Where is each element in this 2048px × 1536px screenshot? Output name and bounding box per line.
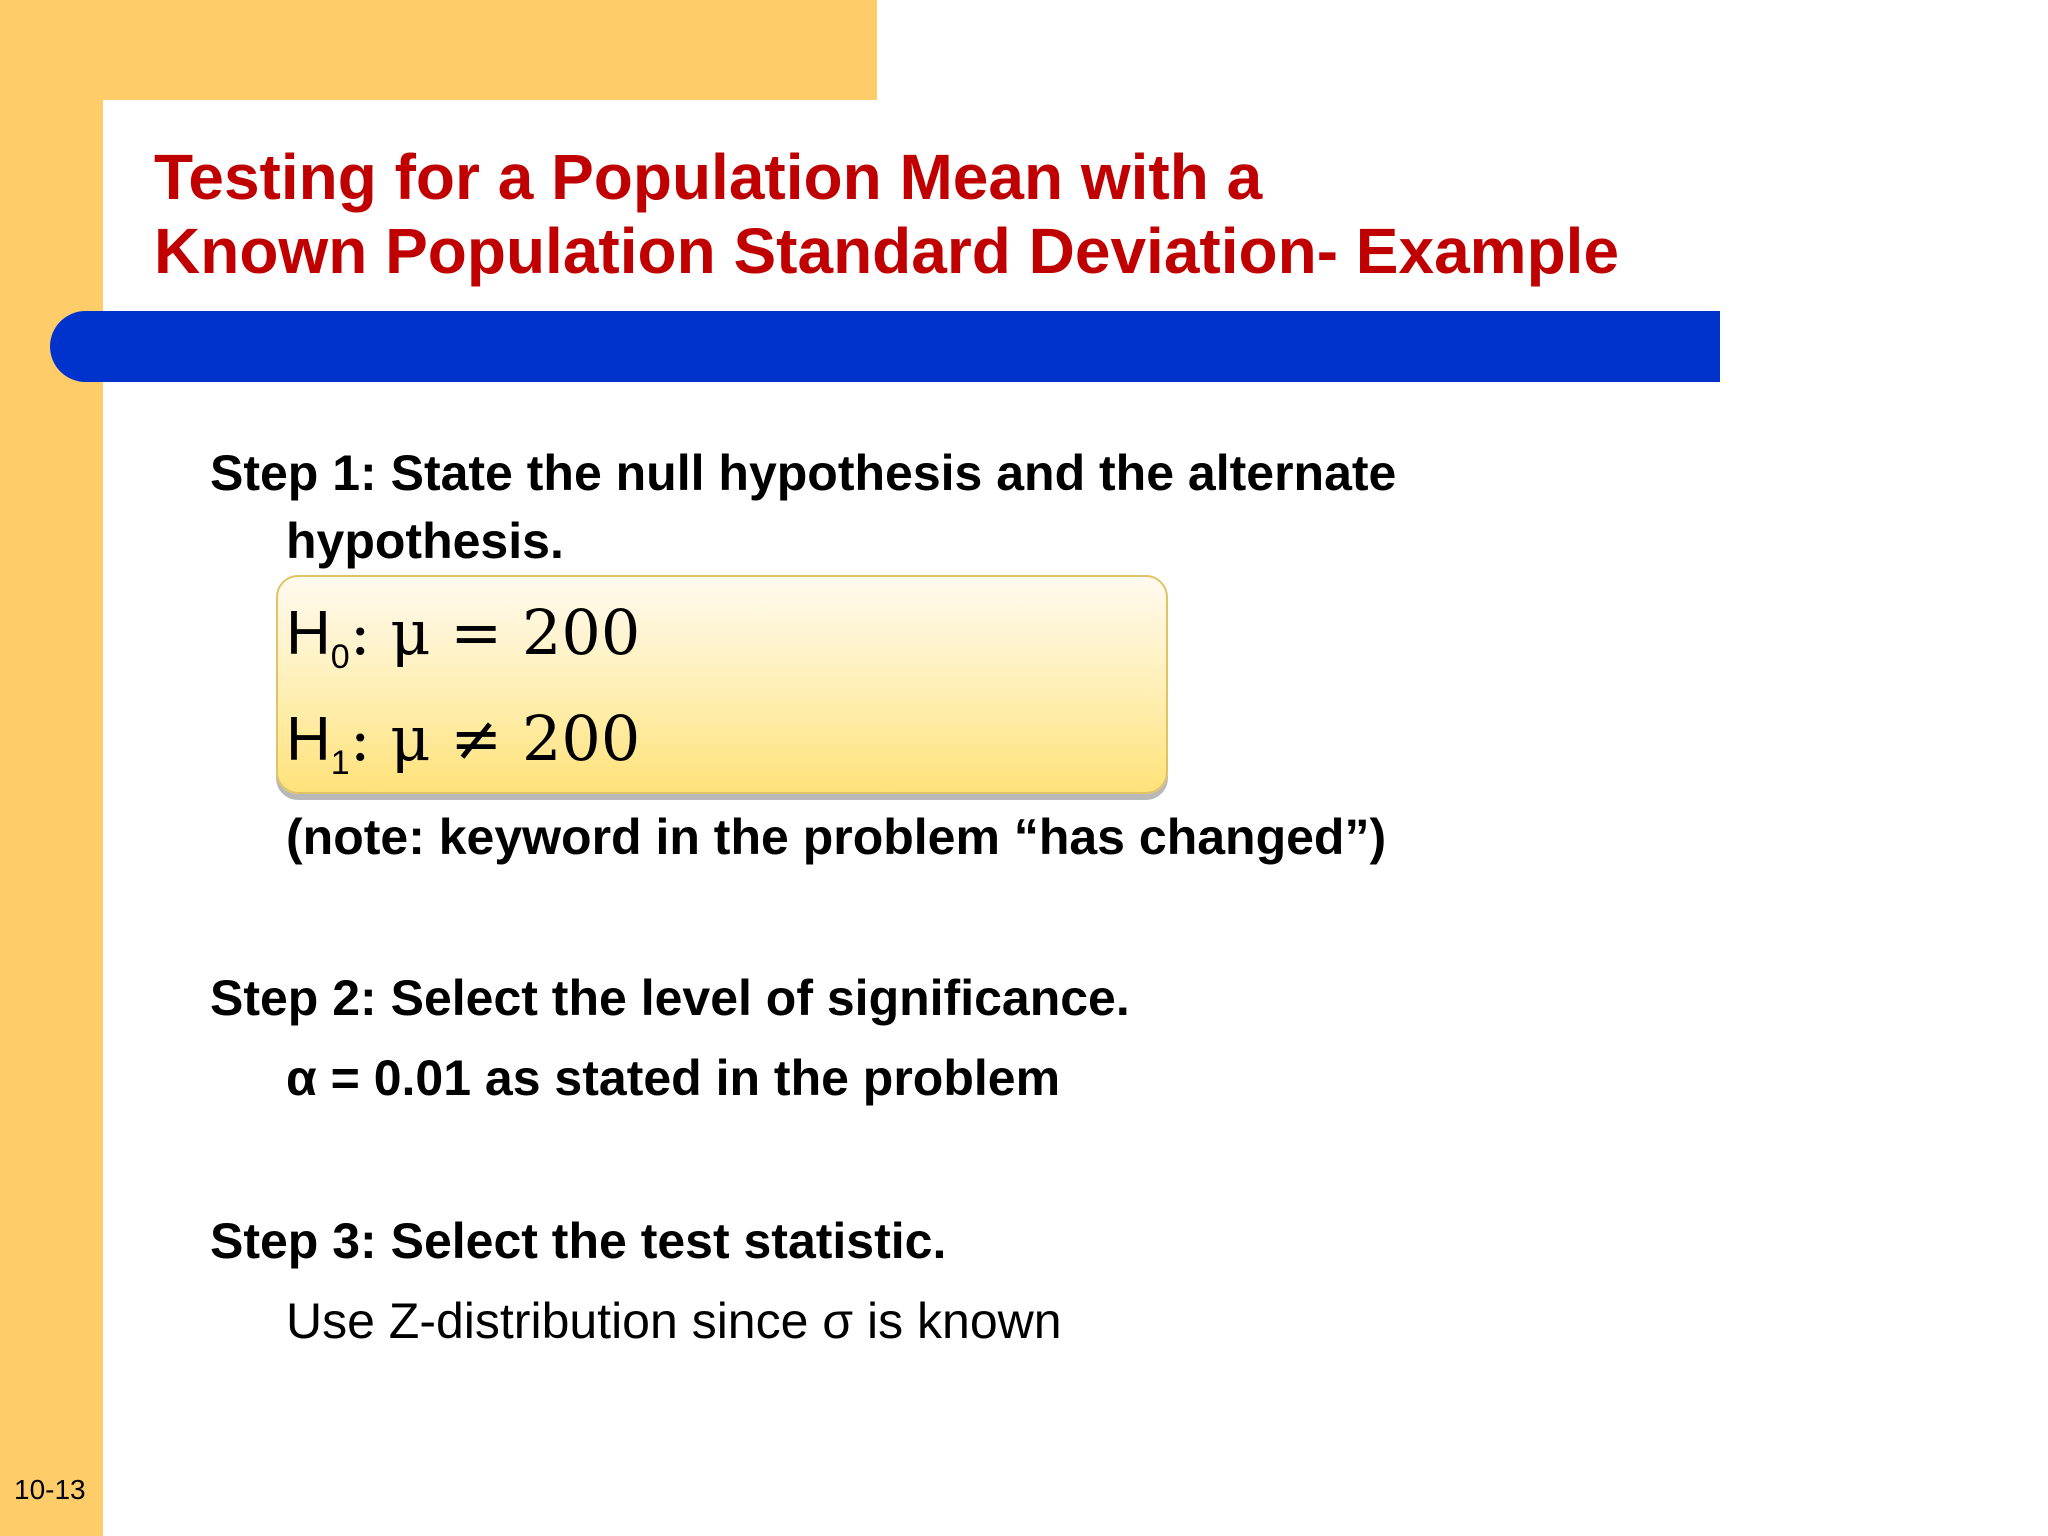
left-accent-band (0, 0, 103, 1536)
alternate-hypothesis (286, 702, 640, 783)
slide-title-line-1: Testing for a Population Mean with a (154, 141, 1263, 213)
slide-title (154, 140, 1774, 288)
step2-detail: α = 0.01 as stated in the problem (286, 1050, 1061, 1106)
step1-note: (note: keyword in the problem “has changed”) (286, 809, 1387, 865)
step3-heading: Step 3: Select the test statistic. (210, 1213, 947, 1269)
alternate-hypothesis-subscript: 1 (330, 744, 350, 782)
step3-detail: Use Z-distribution since σ is known (286, 1293, 1062, 1349)
slide-title-line-2: Known Population Standard Deviation- Example (154, 215, 1620, 287)
null-hypothesis (286, 596, 640, 677)
step1-heading-continued: hypothesis. (286, 513, 564, 569)
alternate-hypothesis-symbol: H (286, 705, 331, 774)
title-divider-bar (50, 311, 1720, 382)
alternate-hypothesis-statement: : μ ≠ 200 (349, 702, 641, 775)
null-hypothesis-symbol: H (286, 599, 331, 668)
step2-heading: Step 2: Select the level of significance. (210, 970, 1130, 1026)
null-hypothesis-statement: : μ = 200 (349, 596, 641, 669)
top-accent-band (0, 0, 877, 100)
null-hypothesis-subscript: 0 (330, 638, 350, 676)
slide-number: 10-13 (14, 1474, 86, 1505)
step1-heading: Step 1: State the null hypothesis and the alternate (210, 445, 1397, 501)
